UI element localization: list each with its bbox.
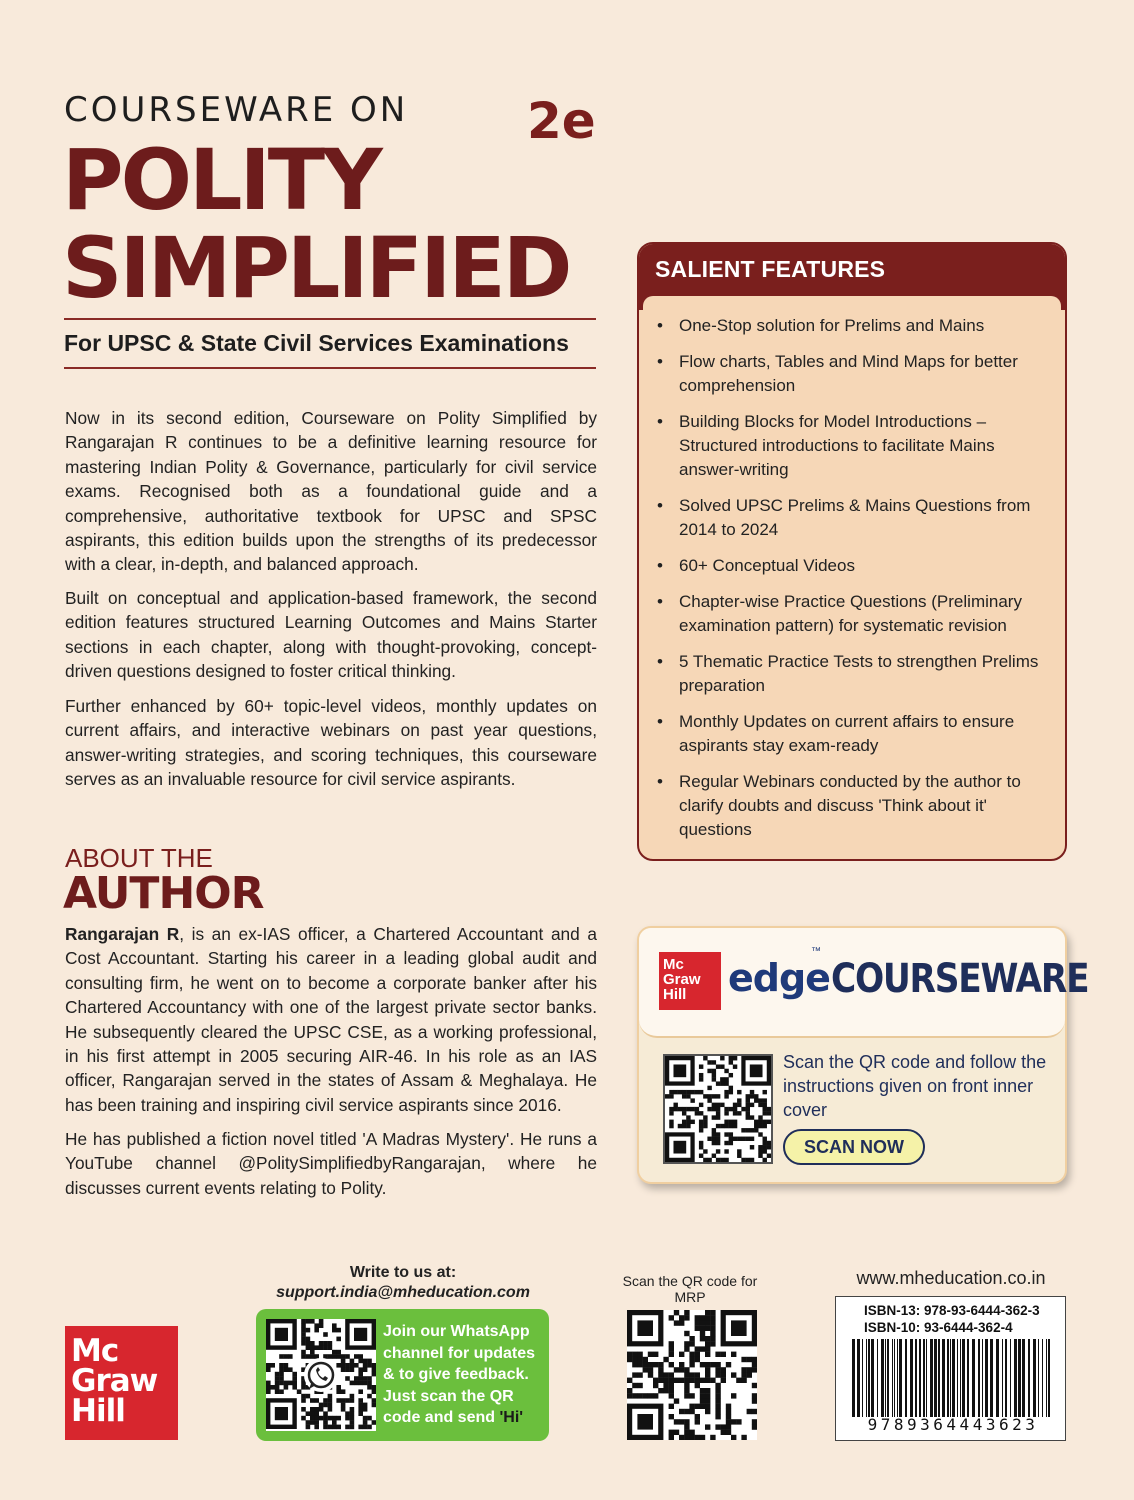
courseware-qr-code[interactable] [663, 1054, 773, 1164]
author-bio-text: , is an ex-IAS officer, a Chartered Accountant and a Cost Accountant. Starting his career in a leading global audit and consulting firm, he went on to become a corporate banker after his Chartered Accountancy with one of the largest private sector banks. He subsequently cleared the UPSC CSE, as a working professional, in his first attempt in 2005 securing AIR-46. In his role as an IAS officer, Rangarajan served in the states of Assam & Meghalaya. He has been training and inspiring civil service aspirants since 2016. [65, 924, 597, 1115]
description-paragraph: Now in its second edition, Courseware on Polity Simplified by Rangarajan R continues to be a definitive learning resource for mastering Indian Polity & Governance, particularly for civil service exams. Recognised both as a foundational guide and a comprehensive, authoritative textbook for UPSC and SPSC aspirants, this edition builds upon the strengths of its predecessor with a clear, in-depth, and balanced approach. [65, 408, 597, 575]
description-paragraph: Built on conceptual and application-based framework, the second edition features structured Learning Outcomes and Mains Starter sections in each chapter, along with thought-provoking, concept-driven questions designed to foster critical thinking. [65, 588, 597, 682]
support-email[interactable]: support.india@mheducation.com [276, 1284, 530, 1301]
courseware-box [637, 926, 1089, 1184]
feature-item: • Solved UPSC Prelims & Mains Questions from 2014 to 2024 [655, 494, 1055, 542]
publisher-website[interactable]: www.mheducation.co.in [856, 1268, 1046, 1288]
feature-item: • 5 Thematic Practice Tests to strengthen Prelims preparation [655, 650, 1055, 698]
courseware-brand-band [639, 928, 1089, 1038]
salient-features-box [637, 242, 1067, 861]
book-title-line-2: SIMPLIFIED [62, 219, 570, 317]
edge-wordmark: edge [728, 956, 830, 1000]
mrp-qr-code[interactable] [627, 1310, 757, 1440]
mcgraw-hill-logo: Mc Graw Hill [65, 1326, 178, 1440]
isbn-13: ISBN-13: 978-93-6444-362-3 [864, 1303, 1040, 1318]
edition-label: 2e [527, 92, 596, 150]
feature-item: • Flow charts, Tables and Mind Maps for better comprehension [655, 350, 1055, 398]
pre-title: COURSEWARE ON [64, 90, 409, 130]
subtitle-rule-bottom [64, 367, 596, 369]
write-to-us-label: Write to us at: [349, 1264, 457, 1281]
feature-item: • Monthly Updates on current affairs to ensure aspirants stay exam-ready [655, 710, 1055, 758]
book-title-line-1: POLITY [62, 131, 380, 229]
whatsapp-qr-code[interactable] [266, 1319, 376, 1431]
subtitle-rule-top [64, 318, 596, 320]
about-heading-line-1: ABOUT THE [65, 843, 213, 873]
feature-item: • One-Stop solution for Prelims and Mains [655, 314, 1055, 338]
isbn-10: ISBN-10: 93-6444-362-4 [864, 1320, 1013, 1335]
description-paragraph: Further enhanced by 60+ topic-level videos, monthly updates on current affairs, and interactive webinars on past year questions, answer-writing strategies, and scoring techniques, this courseware serves as an invaluable resource for civil service aspirants. [65, 696, 597, 790]
barcode [850, 1339, 1054, 1417]
feature-item: • Regular Webinars conducted by the author to clarify doubts and discuss 'Think about it' questions [655, 770, 1055, 842]
trademark-mark: ™ [811, 946, 821, 957]
courseware-scan-instructions: Scan the QR code and follow the instructions given on front inner cover [783, 1052, 1047, 1120]
scan-now-button[interactable]: SCAN NOW [783, 1129, 925, 1165]
book-subtitle: For UPSC & State Civil Services Examinations [64, 330, 569, 356]
whatsapp-channel-box [256, 1309, 549, 1441]
mcgraw-hill-logo-small: Mc Graw Hill [659, 952, 721, 1010]
features-list [655, 314, 1055, 854]
isbn-barcode-box [835, 1296, 1066, 1441]
author-note: He has published a fiction novel titled 'A Madras Mystery'. He runs a YouTube channel @PolitySimplifiedbyRangarajan, where he discusses current events relating to Polity. [65, 1129, 597, 1198]
courseware-wordmark: COURSEWARE [831, 956, 1089, 1002]
barcode-digits: 9789364443623 [867, 1415, 1039, 1434]
whatsapp-instructions: Join our WhatsApp channel for updates & to give feedback. Just scan the QR code and send 'Hi' [383, 1323, 536, 1426]
mrp-qr-label: Scan the QR code for MRP [622, 1273, 758, 1305]
author-name: Rangarajan R [65, 924, 180, 944]
whatsapp-icon [266, 1319, 376, 1431]
feature-item: • Chapter-wise Practice Questions (Preliminary examination pattern) for systematic revision [655, 590, 1055, 638]
feature-item: • Building Blocks for Model Introductions – Structured introductions to facilitate Mains answer-writing [655, 410, 1055, 482]
feature-item: • 60+ Conceptual Videos [655, 554, 1055, 578]
features-title: SALIENT FEATURES [655, 256, 886, 282]
author-bio [65, 922, 597, 1117]
about-heading-line-2: AUTHOR [63, 868, 264, 919]
